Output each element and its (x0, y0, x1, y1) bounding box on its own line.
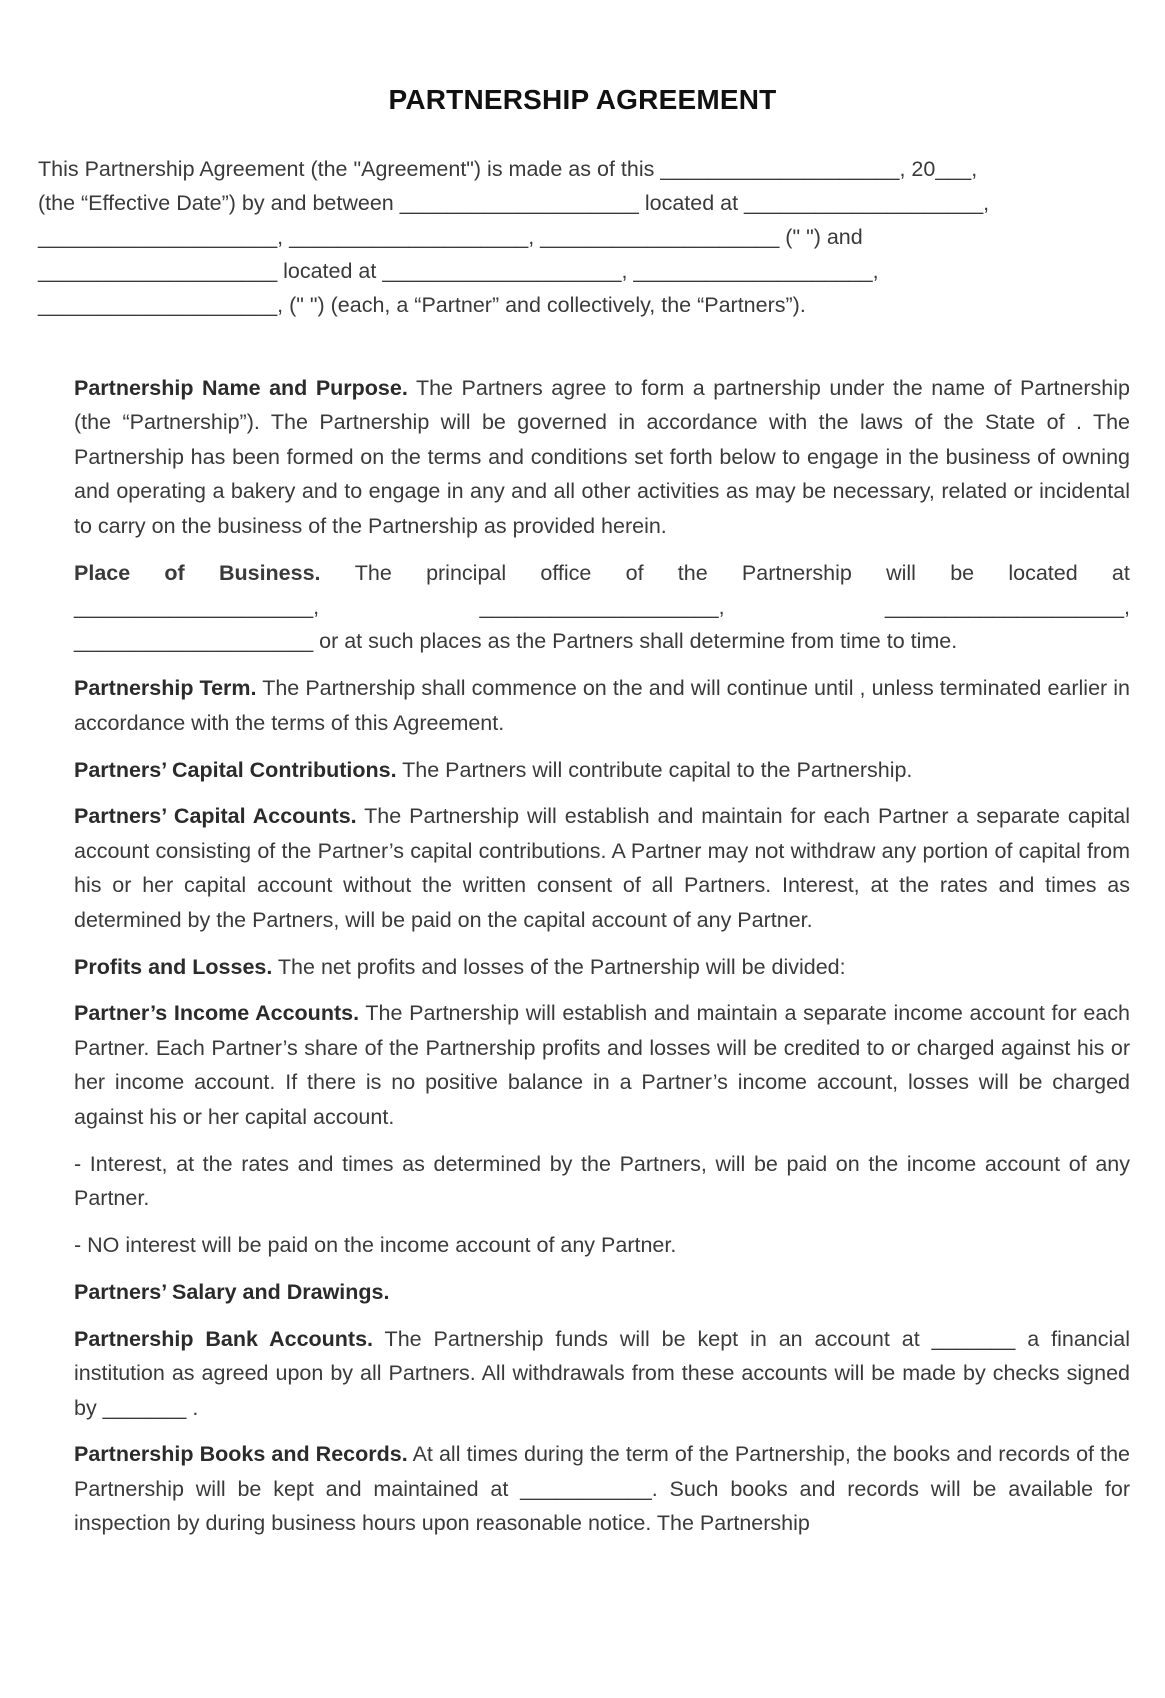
word: at (1111, 560, 1130, 585)
section-text: The net profits and losses of the Partnership will be divided: (272, 954, 846, 979)
word: of (625, 560, 644, 585)
section-name-purpose (74, 371, 1130, 543)
section-heading: Partnership Term. (74, 676, 257, 701)
section-heading-word: Place (74, 560, 131, 585)
section-text: At all times during the term of the Partnership, the books and records of the Partnership will be kept and maintained at ___________. Such books and records will be available for inspection by during business hours upon reasonable notice. The Partnership (74, 1442, 1130, 1536)
blank-field: ____________________, (884, 594, 1130, 619)
section-salary (74, 1275, 1130, 1309)
agreement-body (74, 371, 1130, 1553)
section-text: The Partnership will establish and maintain a separate income account for each Partner. Each Partner’s share of the Partnership profits and losses will be credited to or charged against his or her income account. If there is no positive balance in a Partner’s income account, losses will be charged against his or her capital account. (74, 1001, 1130, 1129)
section-heading-word: of (164, 560, 185, 585)
section-place-of-business (74, 556, 1130, 659)
word: Partnership (741, 560, 852, 585)
word: the (677, 560, 708, 585)
word: principal (426, 560, 507, 585)
blank-field: ____________________, (74, 594, 320, 619)
section-text: The Partnership shall commence on the and will continue until , unless terminated earlier in accordance with the terms of this Agreement. (74, 676, 1131, 735)
blank-field: ____________________, (479, 594, 725, 619)
document-title: PARTNERSHIP AGREEMENT (388, 84, 777, 115)
section-heading: Partner’s Income Accounts. (74, 1001, 360, 1026)
no-interest-option: - NO interest will be paid on the income account of any Partner. (74, 1232, 677, 1257)
intro-line: ____________________ located at ____________________, ____________________, (38, 259, 879, 283)
section-bank-accounts (74, 1322, 1130, 1425)
section-heading: Partnership Name and Purpose. (74, 376, 408, 400)
section-capital-accounts (74, 799, 1130, 937)
place-line-1 (74, 556, 1130, 590)
section-text: The Partners will contribute capital to the Partnership. (396, 757, 913, 782)
intro-line: (the “Effective Date”) by and between ____________________ located at ____________________, (38, 191, 990, 215)
section-income-accounts (74, 996, 1130, 1134)
section-capital-contributions (74, 753, 1130, 787)
section-profits-losses (74, 950, 1130, 984)
interest-option: - Interest, at the rates and times as determined by the Partners, will be paid on the income account of any Partner. (74, 1151, 1130, 1210)
section-text: The Partnership will establish and maintain for each Partner a separate capital account consisting of the Partner’s capital contributions. A Partner may not withdraw any portion of capital from his or her capital account without the written consent of all Partners. Interest, at the rates and times as determined by the Partners, will be paid on the capital account of any Partner. (74, 804, 1130, 932)
section-term (74, 671, 1130, 740)
intro-paragraph (38, 152, 1118, 322)
intro-line: ____________________, ____________________, ____________________ (" ") and (38, 225, 863, 249)
intro-line: ____________________, (" ") (each, a “Partner” and collectively, the “Partners”). (38, 293, 806, 317)
place-line-3: ____________________ or at such places as the Partners shall determine from time to time. (74, 629, 958, 654)
section-heading: Partnership Bank Accounts. (74, 1326, 374, 1351)
section-heading-word: Business. (218, 560, 321, 585)
word: will (886, 560, 916, 585)
section-books-records (74, 1437, 1130, 1540)
section-text: The Partners agree to form a partnership under the name of Partnership (the “Partnership”). The Partnership will be governed in accordance with the laws of the State of . The Partnership has been formed on the terms and conditions set forth below to engage in the business of owning and operating a bakery and to engage in any and all other activities as may be necessary, related or incidental to carry on the business of the Partnership as provided herein. (74, 376, 1130, 538)
word: located (1008, 560, 1078, 585)
section-heading: Partners’ Capital Contributions. (74, 757, 397, 782)
place-line-2 (74, 590, 1130, 624)
word: The (354, 560, 392, 585)
section-heading: Profits and Losses. (74, 954, 273, 979)
section-text: The Partnership funds will be kept in an account at _______ a financial institution as agreed upon by all Partners. All withdrawals from these accounts will be made by checks signed by _______ . (74, 1326, 1130, 1420)
section-heading: Partners’ Salary and Drawings. (74, 1279, 390, 1304)
word: be (950, 560, 975, 585)
section-heading: Partners’ Capital Accounts. (74, 804, 357, 829)
intro-line: This Partnership Agreement (the "Agreement") is made as of this ____________________, 20___, (38, 157, 978, 181)
section-heading: Partnership Books and Records. (74, 1442, 408, 1467)
word: office (540, 560, 592, 585)
